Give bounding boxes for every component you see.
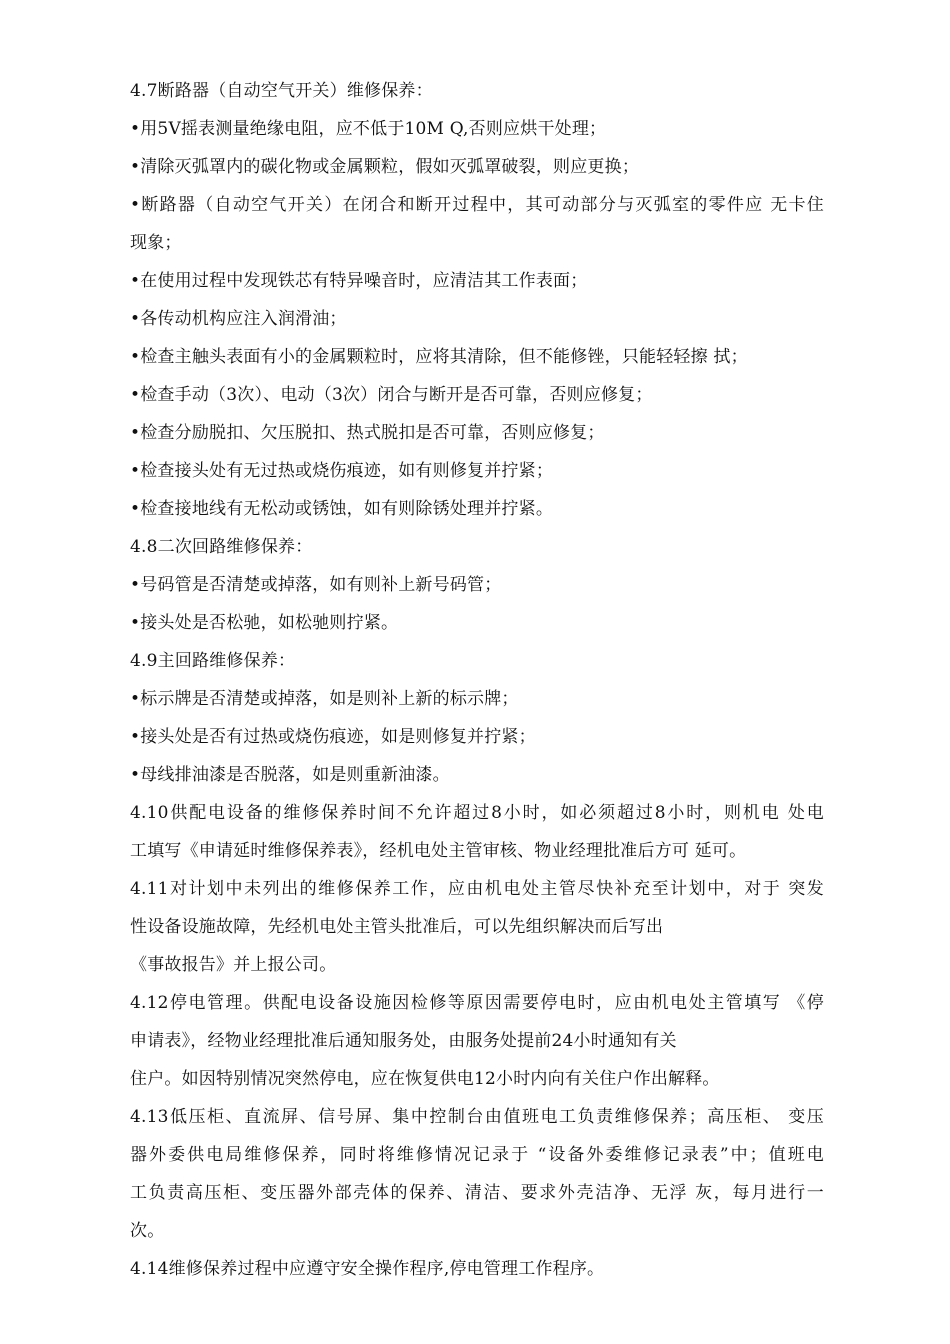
paragraph-4-13-continuation: 工负责高压柜、变压器外部壳体的保养、清洁、要求外壳洁净、无浮 灰，每月进行一 <box>130 1183 824 1203</box>
paragraph-4-11-continuation: 《事故报告》并上报公司。 <box>130 955 337 975</box>
list-item: •检查接头处有无过热或烧伤痕迹，如有则修复并拧紧； <box>130 461 554 481</box>
paragraph-4-12-continuation: 申请表》，经物业经理批准后通知服务处，由服务处提前24小时通知有关 <box>130 1031 677 1051</box>
list-item: •标示牌是否清楚或掉落，如是则补上新的标示牌； <box>130 689 519 709</box>
section-heading-4-9: 4.9主回路维修保养： <box>130 651 296 671</box>
list-item: •接头处是否有过热或烧伤痕迹，如是则修复并拧紧； <box>130 727 536 747</box>
paragraph-4-12-continuation: 住户。如因特别情况突然停电，应在恢复供电12小时内向有关住户作出解释。 <box>130 1069 720 1089</box>
list-item: •检查手动（3次）、电动（3次）闭合与断开是否可靠，否则应修复； <box>130 385 653 405</box>
list-item: •在使用过程中发现铁芯有特异噪音时，应清洁其工作表面； <box>130 271 588 291</box>
list-item-continuation: 现象； <box>130 233 182 253</box>
section-heading-4-8: 4.8二次回路维修保养： <box>130 537 313 557</box>
paragraph-4-10-continuation: 工填写《申请延时维修保养表》，经机电处主管审核、物业经理批准后方可 延可。 <box>130 841 747 861</box>
paragraph-4-14: 4.14维修保养过程中应遵守安全操作程序,停电管理工作程序。 <box>130 1259 605 1279</box>
paragraph-4-13: 4.13低压柜、直流屏、信号屏、集中控制台由值班电工负责维修保养；高压柜、 变压 <box>130 1107 824 1127</box>
section-heading-4-7: 4.7断路器（自动空气开关）维修保养： <box>130 81 433 101</box>
list-item: •检查接地线有无松动或锈蚀，如有则除锈处理并拧紧。 <box>130 499 554 519</box>
list-item: •检查分励脱扣、欠压脱扣、热式脱扣是否可靠，否则应修复； <box>130 423 605 443</box>
paragraph-4-12: 4.12停电管理。供配电设备设施因检修等原因需要停电时，应由机电处主管填写 《停 <box>130 993 824 1013</box>
paragraph-4-11: 4.11对计划中未列出的维修保养工作，应由机电处主管尽快补充至计划中，对于 突发 <box>130 879 824 899</box>
paragraph-4-11-continuation: 性设备设施故障，先经机电处主管头批准后，可以先组织解决而后写出 <box>130 917 664 937</box>
list-item: •检查主触头表面有小的金属颗粒时，应将其清除，但不能修锉，只能轻轻擦 拭； <box>130 347 748 367</box>
paragraph-4-13-continuation: 器外委供电局维修保养，同时将维修情况记录于 “设备外委维修记录表”中；值班电 <box>130 1145 824 1165</box>
list-item: •清除灭弧罩内的碳化物或金属颗粒，假如灭弧罩破裂，则应更换； <box>130 157 640 177</box>
list-item: •母线排油漆是否脱落，如是则重新油漆。 <box>130 765 450 785</box>
list-item: •接头处是否松驰，如松驰则拧紧。 <box>130 613 399 633</box>
list-item: •用5V摇表测量绝缘电阻，应不低于10M Q,否则应烘干处理； <box>130 119 607 139</box>
paragraph-4-13-continuation: 次。 <box>130 1221 165 1241</box>
list-item: •号码管是否清楚或掉落，如有则补上新号码管； <box>130 575 502 595</box>
list-item: •断路器（自动空气开关）在闭合和断开过程中，其可动部分与灭弧室的零件应 无卡住 <box>130 195 824 215</box>
paragraph-4-10: 4.10供配电设备的维修保养时间不允许超过8小时，如必须超过8小时，则机电 处电 <box>130 803 824 823</box>
list-item: •各传动机构应注入润滑油； <box>130 309 347 329</box>
